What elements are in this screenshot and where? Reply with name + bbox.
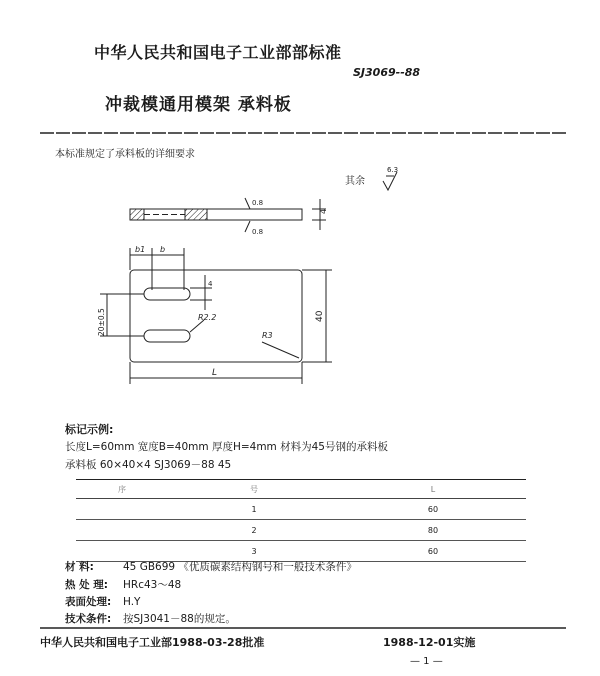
dim-b: b xyxy=(160,245,166,254)
roughness-symbol xyxy=(383,172,397,190)
effective-date: 1988-12-01实施 xyxy=(383,636,476,649)
spec-key: 材 料: xyxy=(65,561,94,573)
row-length: 60 xyxy=(340,499,526,520)
roughness-value-63: 6.3 xyxy=(387,166,399,174)
spec-key: 技术条件: xyxy=(65,613,112,625)
side-view xyxy=(130,198,326,232)
row-length: 80 xyxy=(340,520,526,541)
row-index: 3 xyxy=(168,541,340,562)
spec-value: 按SJ3041－88的规定。 xyxy=(123,613,236,625)
document-title: 冲裁模通用模架 承料板 xyxy=(105,95,292,115)
dim-small: 4 xyxy=(208,280,213,288)
table-header-l: L xyxy=(340,480,526,499)
dim-b1: b1 xyxy=(135,245,146,254)
marking-line-1: 长度L=60mm 宽度B=40mm 厚度H=4mm 材料为45号钢的承料板 xyxy=(65,441,388,453)
approval-text: 中华人民共和国电子工业部1988-03-28批准 xyxy=(40,636,265,649)
size-table xyxy=(76,479,526,562)
spec-heat-treatment xyxy=(65,577,181,592)
spec-key: 表面处理: xyxy=(65,596,112,608)
row-index: 2 xyxy=(168,520,340,541)
spec-value: 45 GB699 《优质碳素结构钢号和一般技术条件》 xyxy=(123,561,357,573)
slot-upper xyxy=(144,288,190,300)
spec-surface xyxy=(65,594,140,609)
dim-radius-slot: R2.2 xyxy=(198,313,217,322)
spec-material xyxy=(65,559,357,574)
roughness-value-08a: 0.8 xyxy=(252,199,264,207)
marking-title: 标记示例: xyxy=(65,423,114,436)
spec-technical xyxy=(65,611,236,626)
issuing-organization: 中华人民共和国电子工业部部标准 xyxy=(94,43,342,62)
standard-number: SJ3069--88 xyxy=(353,66,421,79)
thickness-dim: 4 xyxy=(319,208,328,214)
dim-radius-corner: R3 xyxy=(262,331,273,340)
row-index: 1 xyxy=(168,499,340,520)
slot-lower xyxy=(144,330,190,342)
marking-line-2: 承料板 60×40×4 SJ3069－88 45 xyxy=(65,459,232,471)
spec-value: HRc43～48 xyxy=(123,579,182,591)
intro-text: 本标准规定了承料板的详细要求 xyxy=(55,149,195,160)
table-row xyxy=(76,499,526,520)
dim-position: 20±0.5 xyxy=(97,308,106,336)
table-header-idx-a: 序 xyxy=(76,480,168,499)
row-length: 60 xyxy=(340,541,526,562)
table-row xyxy=(76,520,526,541)
spec-key: 热 处 理: xyxy=(65,579,109,591)
table-header-idx-b: 号 xyxy=(168,480,340,499)
spec-value: H.Y xyxy=(123,596,141,608)
roughness-label: 其余 xyxy=(345,176,365,187)
page-number: — 1 — xyxy=(410,656,443,667)
dim-length: L xyxy=(212,368,218,378)
roughness-value-08b: 0.8 xyxy=(252,228,264,236)
dim-width: 40 xyxy=(315,310,325,322)
